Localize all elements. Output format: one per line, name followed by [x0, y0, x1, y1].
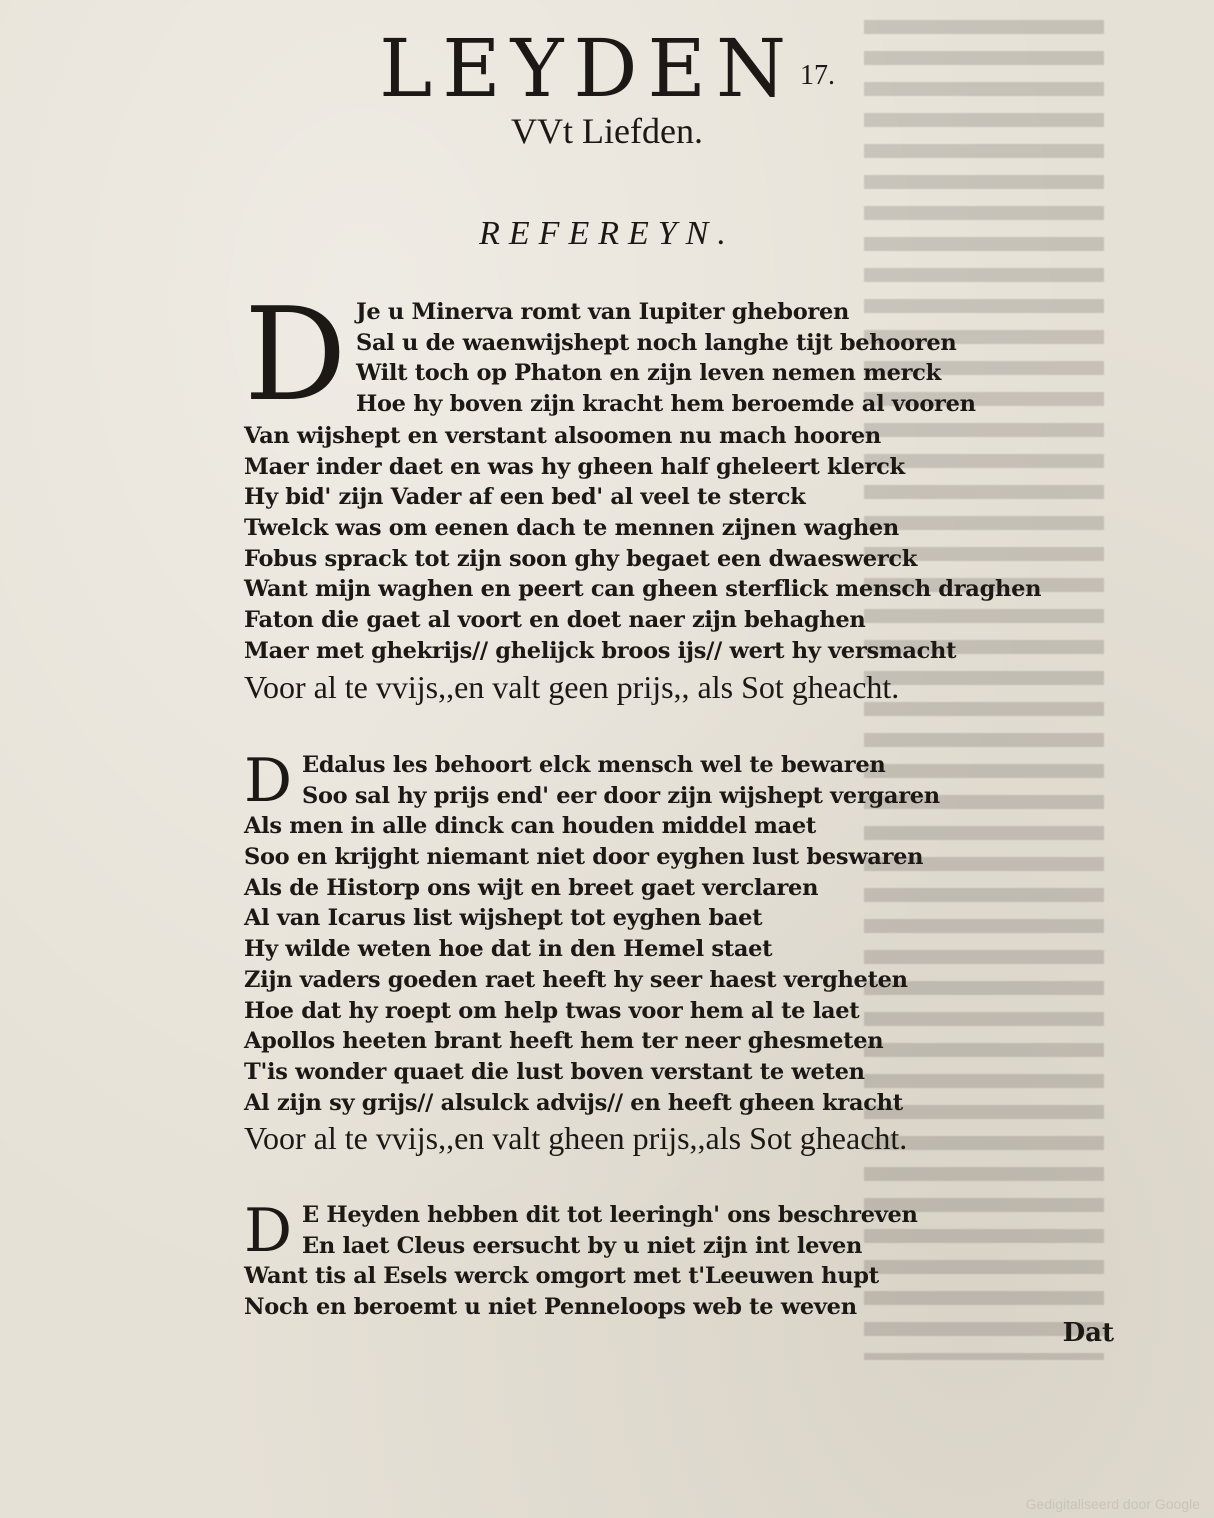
page-number: 17.	[799, 60, 835, 91]
verse-line: Zijn vaders goeden raet heeft hy seer haest vergheten	[244, 966, 908, 993]
page-header	[0, 22, 1214, 115]
verse-line: Want tis al Esels werck omgort met t'Leeuwen hupt	[244, 1263, 879, 1290]
verse-line: Soo en krijght niemant niet door eyghen lust beswaren	[244, 844, 924, 871]
verse-line: Fobus sprack tot zijn soon ghy begaet een dwaeswerck	[244, 545, 918, 572]
verse-line: T'is wonder quaet die lust boven verstant te weten	[244, 1058, 865, 1085]
verse-line: Al zijn sy grijs// alsulck advijs// en heeft gheen kracht	[244, 1089, 903, 1116]
drop-cap-initial: D	[244, 1196, 293, 1266]
verse-line: Noch en beroemt u niet Penneloops web te weven	[244, 1294, 857, 1321]
verse-line: Van wijshept en verstant alsoomen nu mach hooren	[244, 423, 881, 449]
running-title: LEYDEN	[379, 22, 796, 115]
refrain-line: Voor al te vvijs,,en valt gheen prijs,,als Sot gheacht.	[244, 1120, 908, 1157]
verse-line: Wilt toch op Phaton en zijn leven nemen merck	[356, 360, 941, 387]
verse-line: Hoe dat hy roept om help twas voor hem al te laet	[244, 997, 860, 1024]
verse-line: Twelck was om eenen dach te mennen zijnen waghen	[244, 515, 899, 542]
verse-line: Je u Minerva romt van Iupiter gheboren	[356, 299, 850, 325]
verse-line: Faton die gaet al voort en doet naer zijn behaghen	[244, 607, 866, 634]
verse-line: Want mijn waghen en peert can gheen sterflick mensch draghen	[244, 576, 1042, 603]
stanza-3	[244, 1196, 918, 1323]
verse-line: Edalus les behoort elck mensch wel te bewaren	[302, 752, 886, 778]
verse-line: Al van Icarus list wijshept tot eyghen baet	[244, 905, 763, 932]
drop-cap-initial: D	[244, 281, 347, 430]
verse-line: Apollos heeten brant heeft hem ter neer ghesmeten	[244, 1028, 884, 1055]
verse-line: Maer met ghekrijs// ghelijck broos ijs// wert hy versmacht	[244, 637, 957, 664]
verse-line: En laet Cleus eersucht by u niet zijn int leven	[302, 1232, 863, 1259]
verse-line: E Heyden hebben dit tot leeringh' ons beschreven	[302, 1202, 918, 1228]
verse-line: Soo sal hy prijs end' eer door zijn wijshept vergaren	[302, 782, 940, 809]
stanza-1	[244, 281, 1042, 707]
poem-heading: REFEREYN.	[479, 215, 735, 252]
verse-line: Als men in alle dinck can houden middel maet	[244, 813, 816, 840]
verse-line: Maer inder daet en was hy gheen half gheleert klerck	[244, 453, 905, 480]
section-title: VVt Liefden.	[511, 111, 703, 151]
verse-line: Hy wilde weten hoe dat in den Hemel staet	[244, 936, 773, 963]
verse-line: Hy bid' zijn Vader af een bed' al veel te sterck	[244, 484, 806, 511]
verse-line: Als de Historp ons wijt en breet gaet verclaren	[244, 874, 819, 901]
verse-line: Sal u de waenwijshept noch langhe tijt behooren	[356, 329, 957, 356]
verse-line: Hoe hy boven zijn kracht hem beroemde al vooren	[356, 391, 976, 418]
stanza-2	[244, 746, 940, 1158]
digitization-watermark: Gedigitaliseerd door Google	[1025, 1496, 1200, 1512]
drop-cap-initial: D	[244, 746, 293, 816]
refrain-line: Voor al te vvijs,,en valt geen prijs,, als Sot gheacht.	[244, 668, 900, 705]
catchword: Dat	[1062, 1318, 1114, 1348]
